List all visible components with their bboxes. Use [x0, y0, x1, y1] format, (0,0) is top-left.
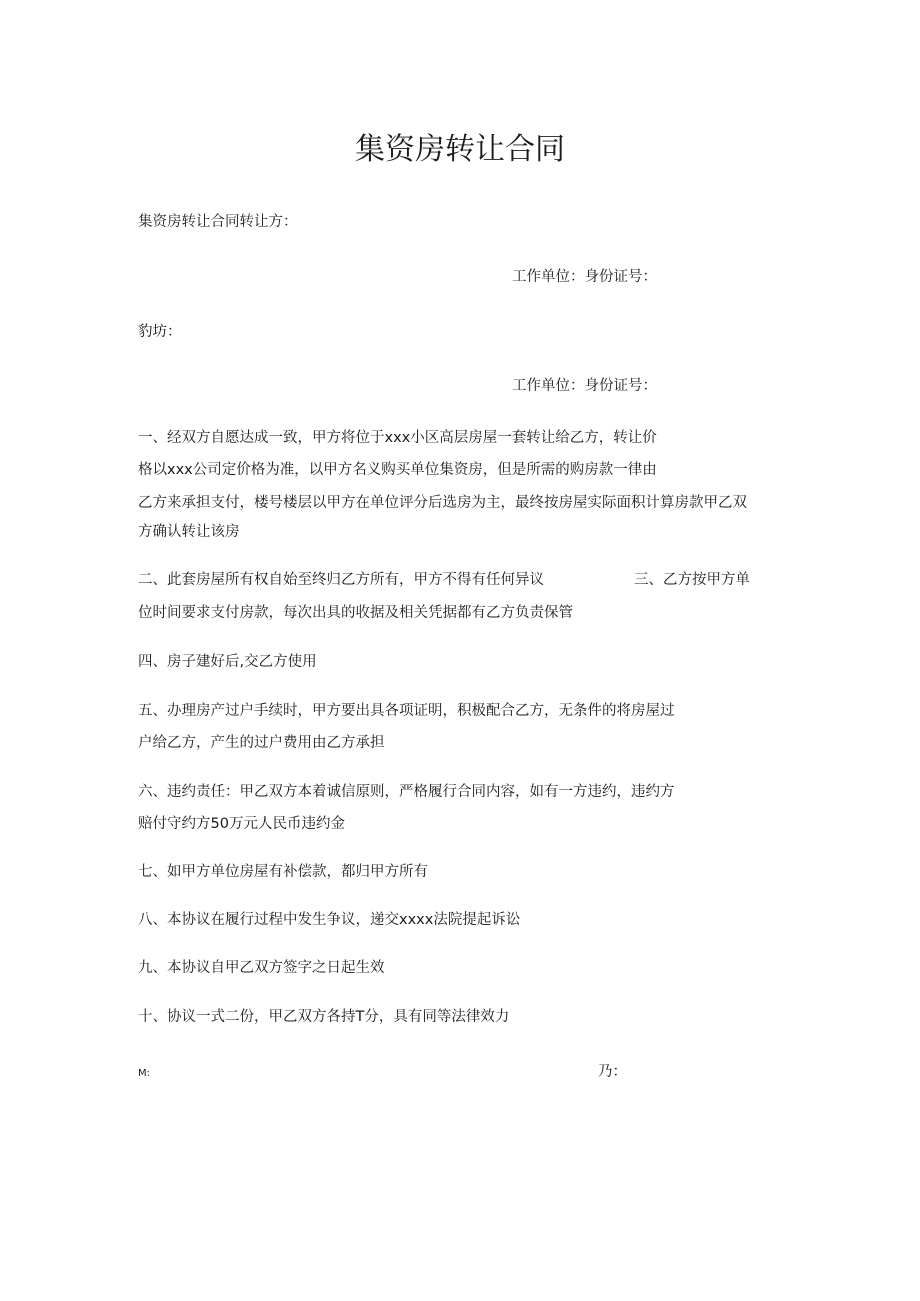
signature-party-b: 乃：	[598, 1064, 627, 1080]
clause-6-line-2: 赔付守约方50万元人民币违约金	[138, 816, 345, 832]
clause-2: 二、此套房屋所有权自始至终归乙方所有，甲方不得有任何异议	[138, 572, 544, 588]
clause-3-line-1: 三、乙方按甲方单	[634, 572, 750, 588]
document-title: 集资房转让合同	[355, 132, 565, 167]
signature-party-a: M:	[138, 1068, 150, 1079]
transferor-label: 集资房转让合同转让方：	[138, 214, 298, 230]
clause-1-line-2: 格以xxx公司定价格为准，以甲方名义购买单位集资房，但是所需的购房款一律由	[138, 462, 657, 478]
clause-8: 八、本协议在履行过程中发生争议，递交xxxx法院提起诉讼	[138, 912, 521, 928]
clause-3-line-2: 位时间要求支付房款，每次出具的收据及相关凭据都有乙方负责保管	[138, 605, 573, 621]
clause-5-line-2: 户给乙方，产生的过户费用由乙方承担	[138, 735, 385, 751]
clause-10: 十、协议一式二份，甲乙双方各持T分，具有同等法律效力	[138, 1009, 510, 1025]
clause-4: 四、房子建好后,交乙方使用	[138, 654, 317, 670]
clause-1-line-1: 一、经双方自愿达成一致，甲方将位于xxx小区高层房屋一套转让给乙方，转让价	[138, 430, 657, 446]
clause-7: 七、如甲方单位房屋有补偿款，都归甲方所有	[138, 864, 428, 880]
transferee-label: 豹坊：	[138, 324, 182, 340]
transferor-info: 工作单位：身份证号：	[512, 269, 657, 285]
clause-1-line-3: 乙方来承担支付，楼号楼层以甲方在单位评分后选房为主，最终按房屋实际面积计算房款甲乙双	[138, 495, 747, 511]
clause-6-line-1: 六、违约责任：甲乙双方本着诚信原则，严格履行合同内容，如有一方违约，违约方	[138, 784, 675, 800]
transferee-info: 工作单位：身份证号：	[512, 378, 657, 394]
clause-5-line-1: 五、办理房产过户手续时，甲方要出具各项证明，积极配合乙方，无条件的将房屋过	[138, 703, 675, 719]
clause-9: 九、本协议自甲乙双方签字之日起生效	[138, 960, 385, 976]
clause-1-line-4: 方确认转让该房	[138, 524, 240, 540]
